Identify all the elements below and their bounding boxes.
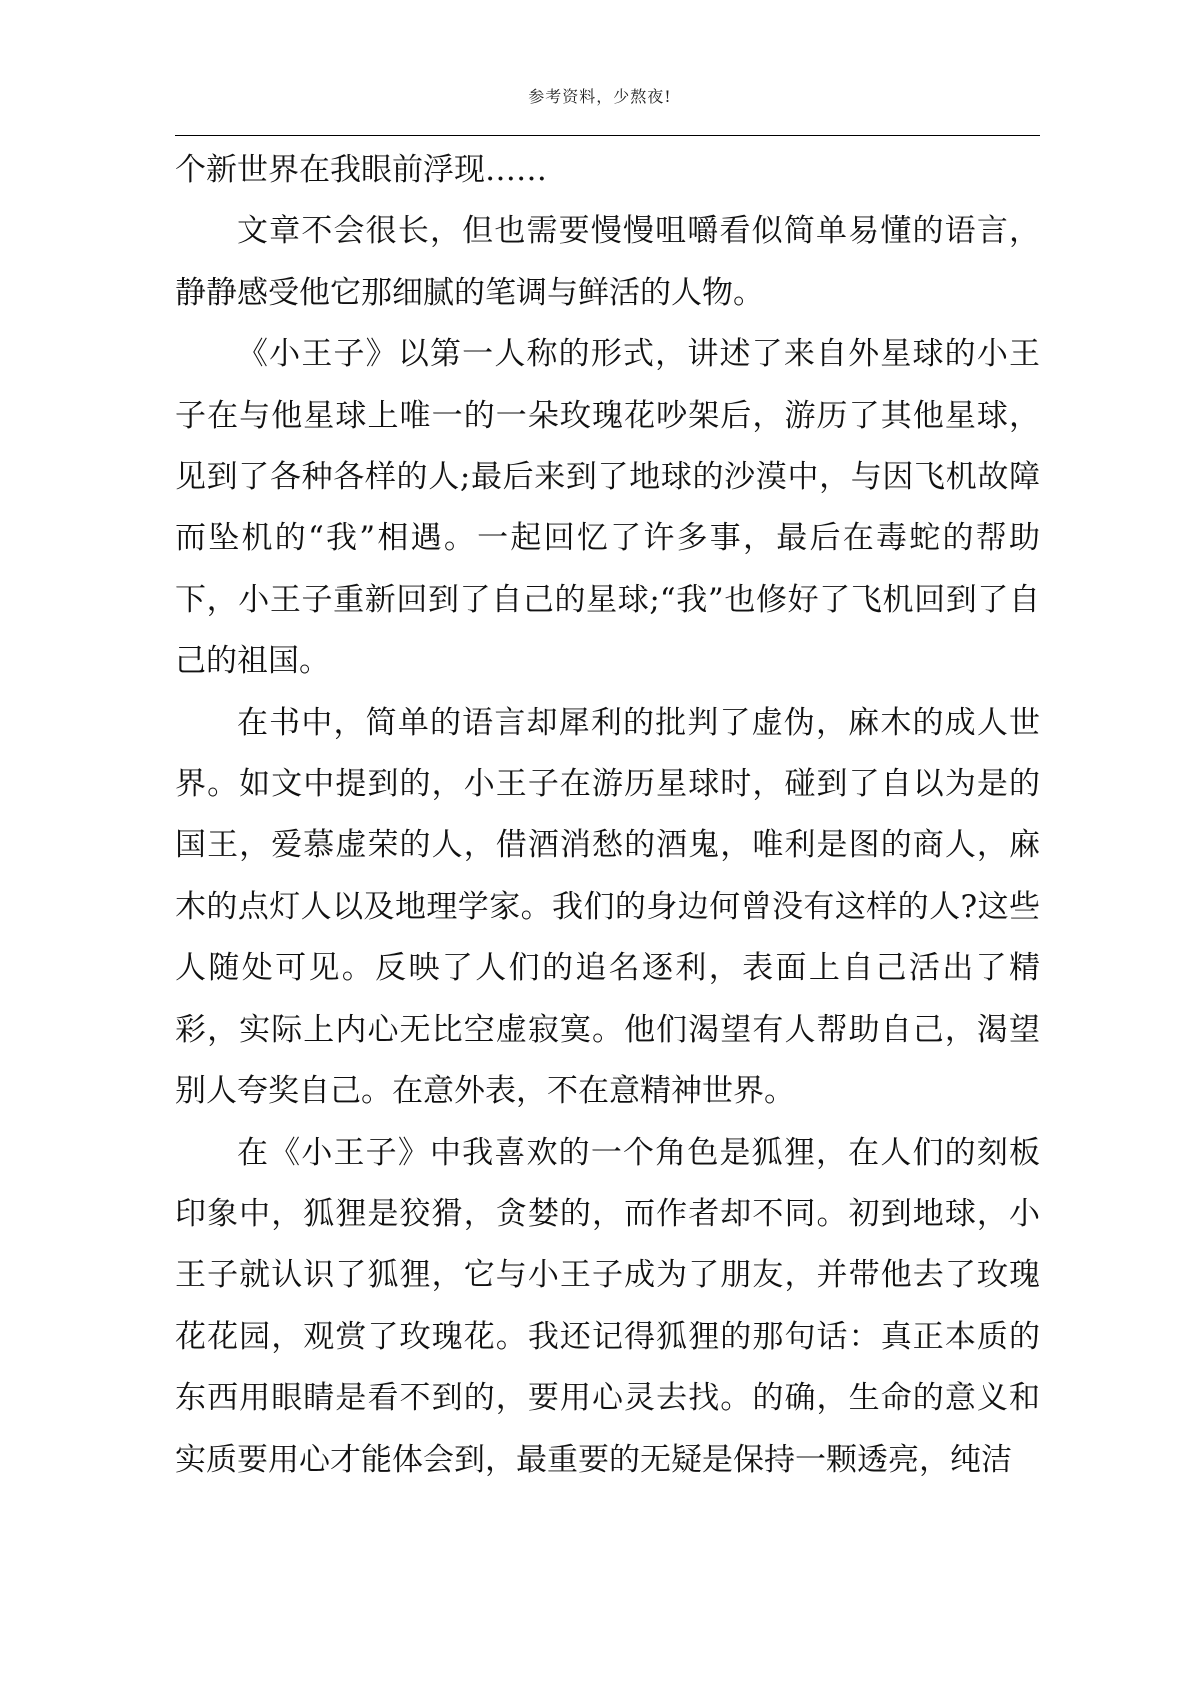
paragraph: 《小王子》以第一人称的形式，讲述了来自外星球的小王子在与他星球上唯一的一朵玫瑰花吵架后，游历了其他星球，见到了各种各样的人;最后来到了地球的沙漠中，与因飞机故障而坠机的“我”相遇。一起回忆了许多事，最后在毒蛇的帮助下，小王子重新回到了自己的星球;“我”也修好了飞机回到了自己的祖国。 (175, 336, 1040, 680)
paragraph-continuation: 个新世界在我眼前浮现…… (175, 152, 547, 188)
page-header: 参考资料，少熬夜! (528, 87, 672, 106)
paragraph: 文章不会很长，但也需要慢慢咀嚼看似简单易懂的语言，静静感受他它那细腻的笔调与鲜活的人物。 (175, 213, 1040, 311)
header-divider (175, 135, 1040, 136)
paragraph: 在书中，简单的语言却犀利的批判了虚伪，麻木的成人世界。如文中提到的，小王子在游历星球时，碰到了自以为是的国王，爱慕虚荣的人，借酒消愁的酒鬼，唯利是图的商人，麻木的点灯人以及地理学家。我们的身边何曾没有这样的人?这些人随处可见。反映了人们的追名逐利，表面上自己活出了精彩，实际上内心无比空虚寂寞。他们渴望有人帮助自己，渴望别人夸奖自己。在意外表，不在意精神世界。 (175, 704, 1040, 1110)
paragraph: 在《小王子》中我喜欢的一个角色是狐狸，在人们的刻板印象中，狐狸是狡猾，贪婪的，而作者却不同。初到地球，小王子就认识了狐狸，它与小王子成为了朋友，并带他去了玫瑰花花园，观赏了玫瑰花。我还记得狐狸的那句话：真正本质的东西用眼睛是看不到的，要用心灵去找。的确，生命的意义和实质要用心才能体会到，最重要的无疑是保持一颗透亮，纯洁 (175, 1134, 1040, 1478)
document-body (175, 140, 1040, 1491)
